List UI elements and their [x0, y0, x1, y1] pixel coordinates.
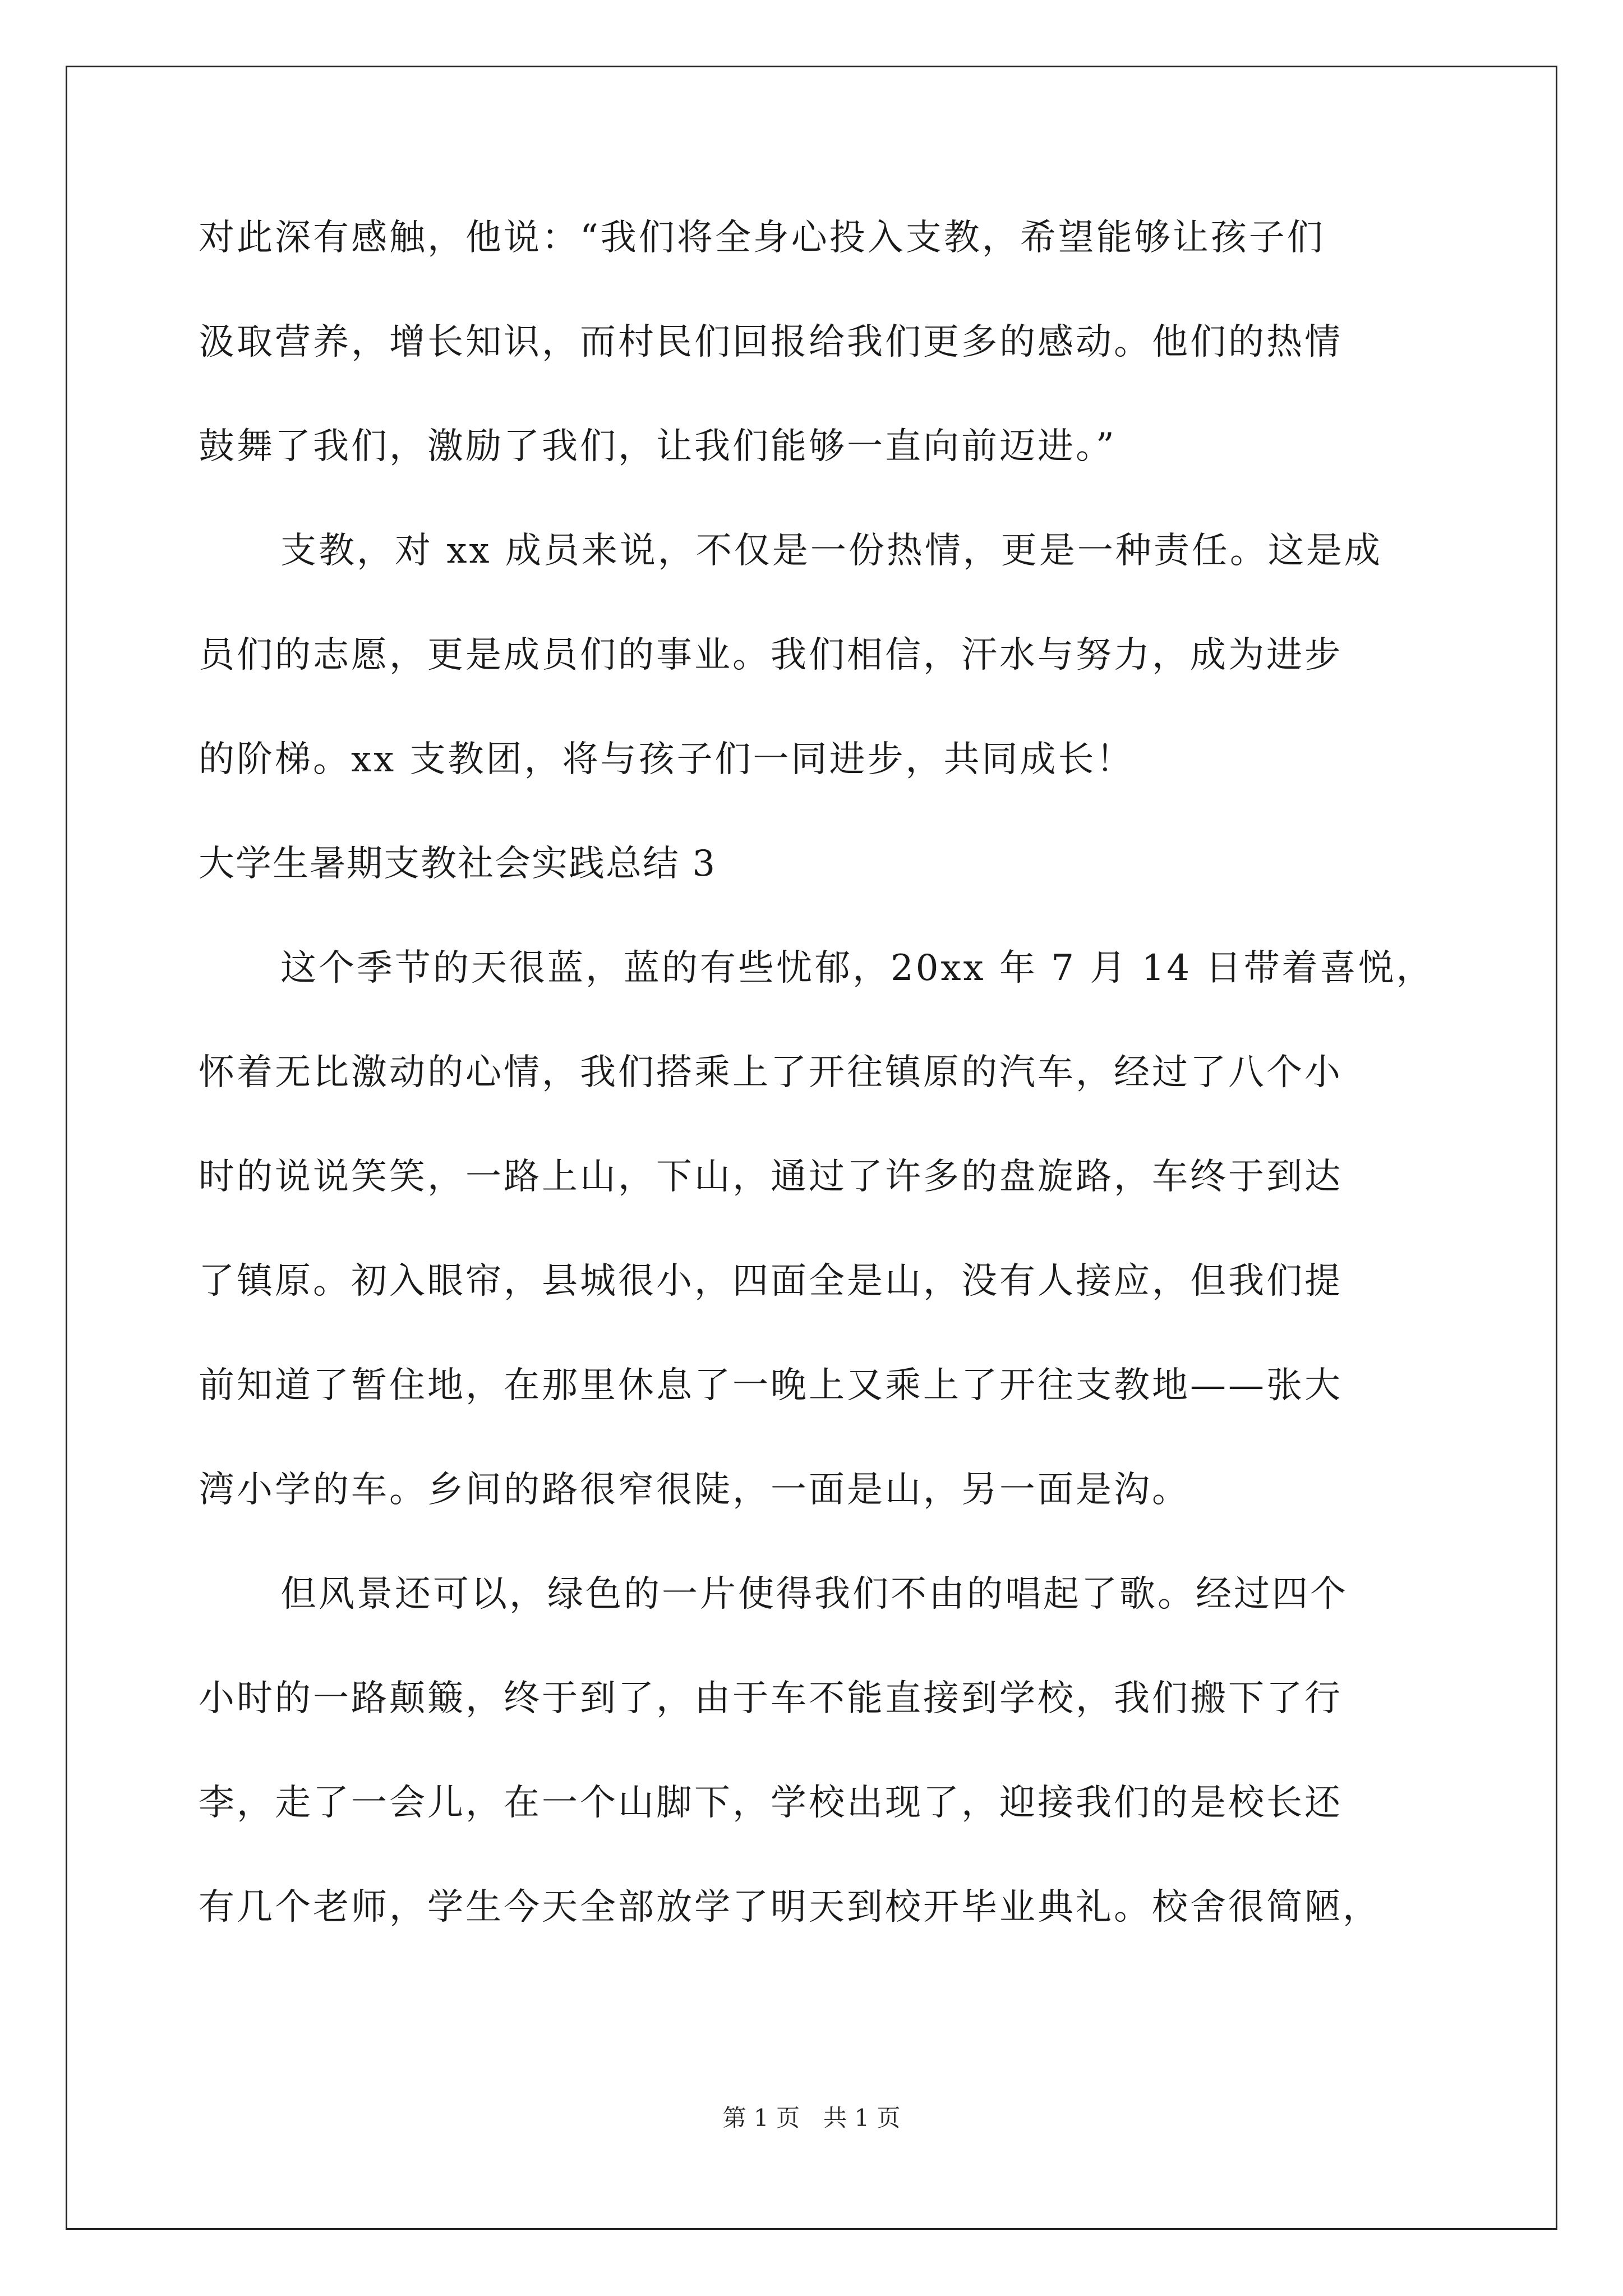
text-line: 但风景还可以，绿色的一片使得我们不由的唱起了歌。经过四个 — [280, 1573, 1348, 1615]
document-body — [199, 212, 1438, 1934]
text-line: 有几个老师，学生今天全部放学了明天到校开毕业典礼。校舍很简陋， — [199, 1887, 1381, 1928]
text-line: 员们的志愿，更是成员们的事业。我们相信，汗水与努力，成为进步 — [199, 634, 1343, 676]
text-line: 李，走了一会儿，在一个山脚下，学校出现了，迎接我们的是校长还 — [199, 1782, 1343, 1824]
text-line: 小时的一路颠簸，终于到了，由于车不能直接到学校，我们搬下了行 — [199, 1678, 1343, 1719]
text-line: 的阶梯。xx 支教团，将与孩子们一同进步，共同成长！ — [199, 739, 1135, 780]
text-line: 前知道了暂住地，在那里休息了一晚上又乘上了开往支教地——张大 — [199, 1365, 1343, 1406]
text-line: 汲取营养，增长知识，而村民们回报给我们更多的感动。他们的热情 — [199, 321, 1343, 363]
text-line: 湾小学的车。乡间的路很窄很陡，一面是山，另一面是沟。 — [199, 1469, 1190, 1511]
text-line: 时的说说笑笑，一路上山，下山，通过了许多的盘旋路，车终于到达 — [199, 1156, 1343, 1198]
section-heading: 大学生暑期支教社会实践总结 3 — [199, 843, 717, 885]
text-line: 怀着无比激动的心情，我们搭乘上了开往镇原的汽车，经过了八个小 — [199, 1052, 1343, 1093]
page-footer: 第 1 页 共 1 页 — [722, 2104, 901, 2132]
text-line: 对此深有感触，他说：“我们将全身心投入支教，希望能够让孩子们 — [199, 217, 1325, 259]
text-line: 支教，对 xx 成员来说，不仅是一份热情，更是一种责任。这是成 — [280, 530, 1382, 572]
text-line: 鼓舞了我们，激励了我们，让我们能够一直向前迈进。” — [199, 426, 1117, 467]
text-line: 了镇原。初入眼帘，县城很小，四面全是山，没有人接应，但我们提 — [199, 1260, 1343, 1302]
text-line: 这个季节的天很蓝，蓝的有些忧郁，20xx 年 7 月 14 日带着喜悦， — [280, 947, 1435, 989]
